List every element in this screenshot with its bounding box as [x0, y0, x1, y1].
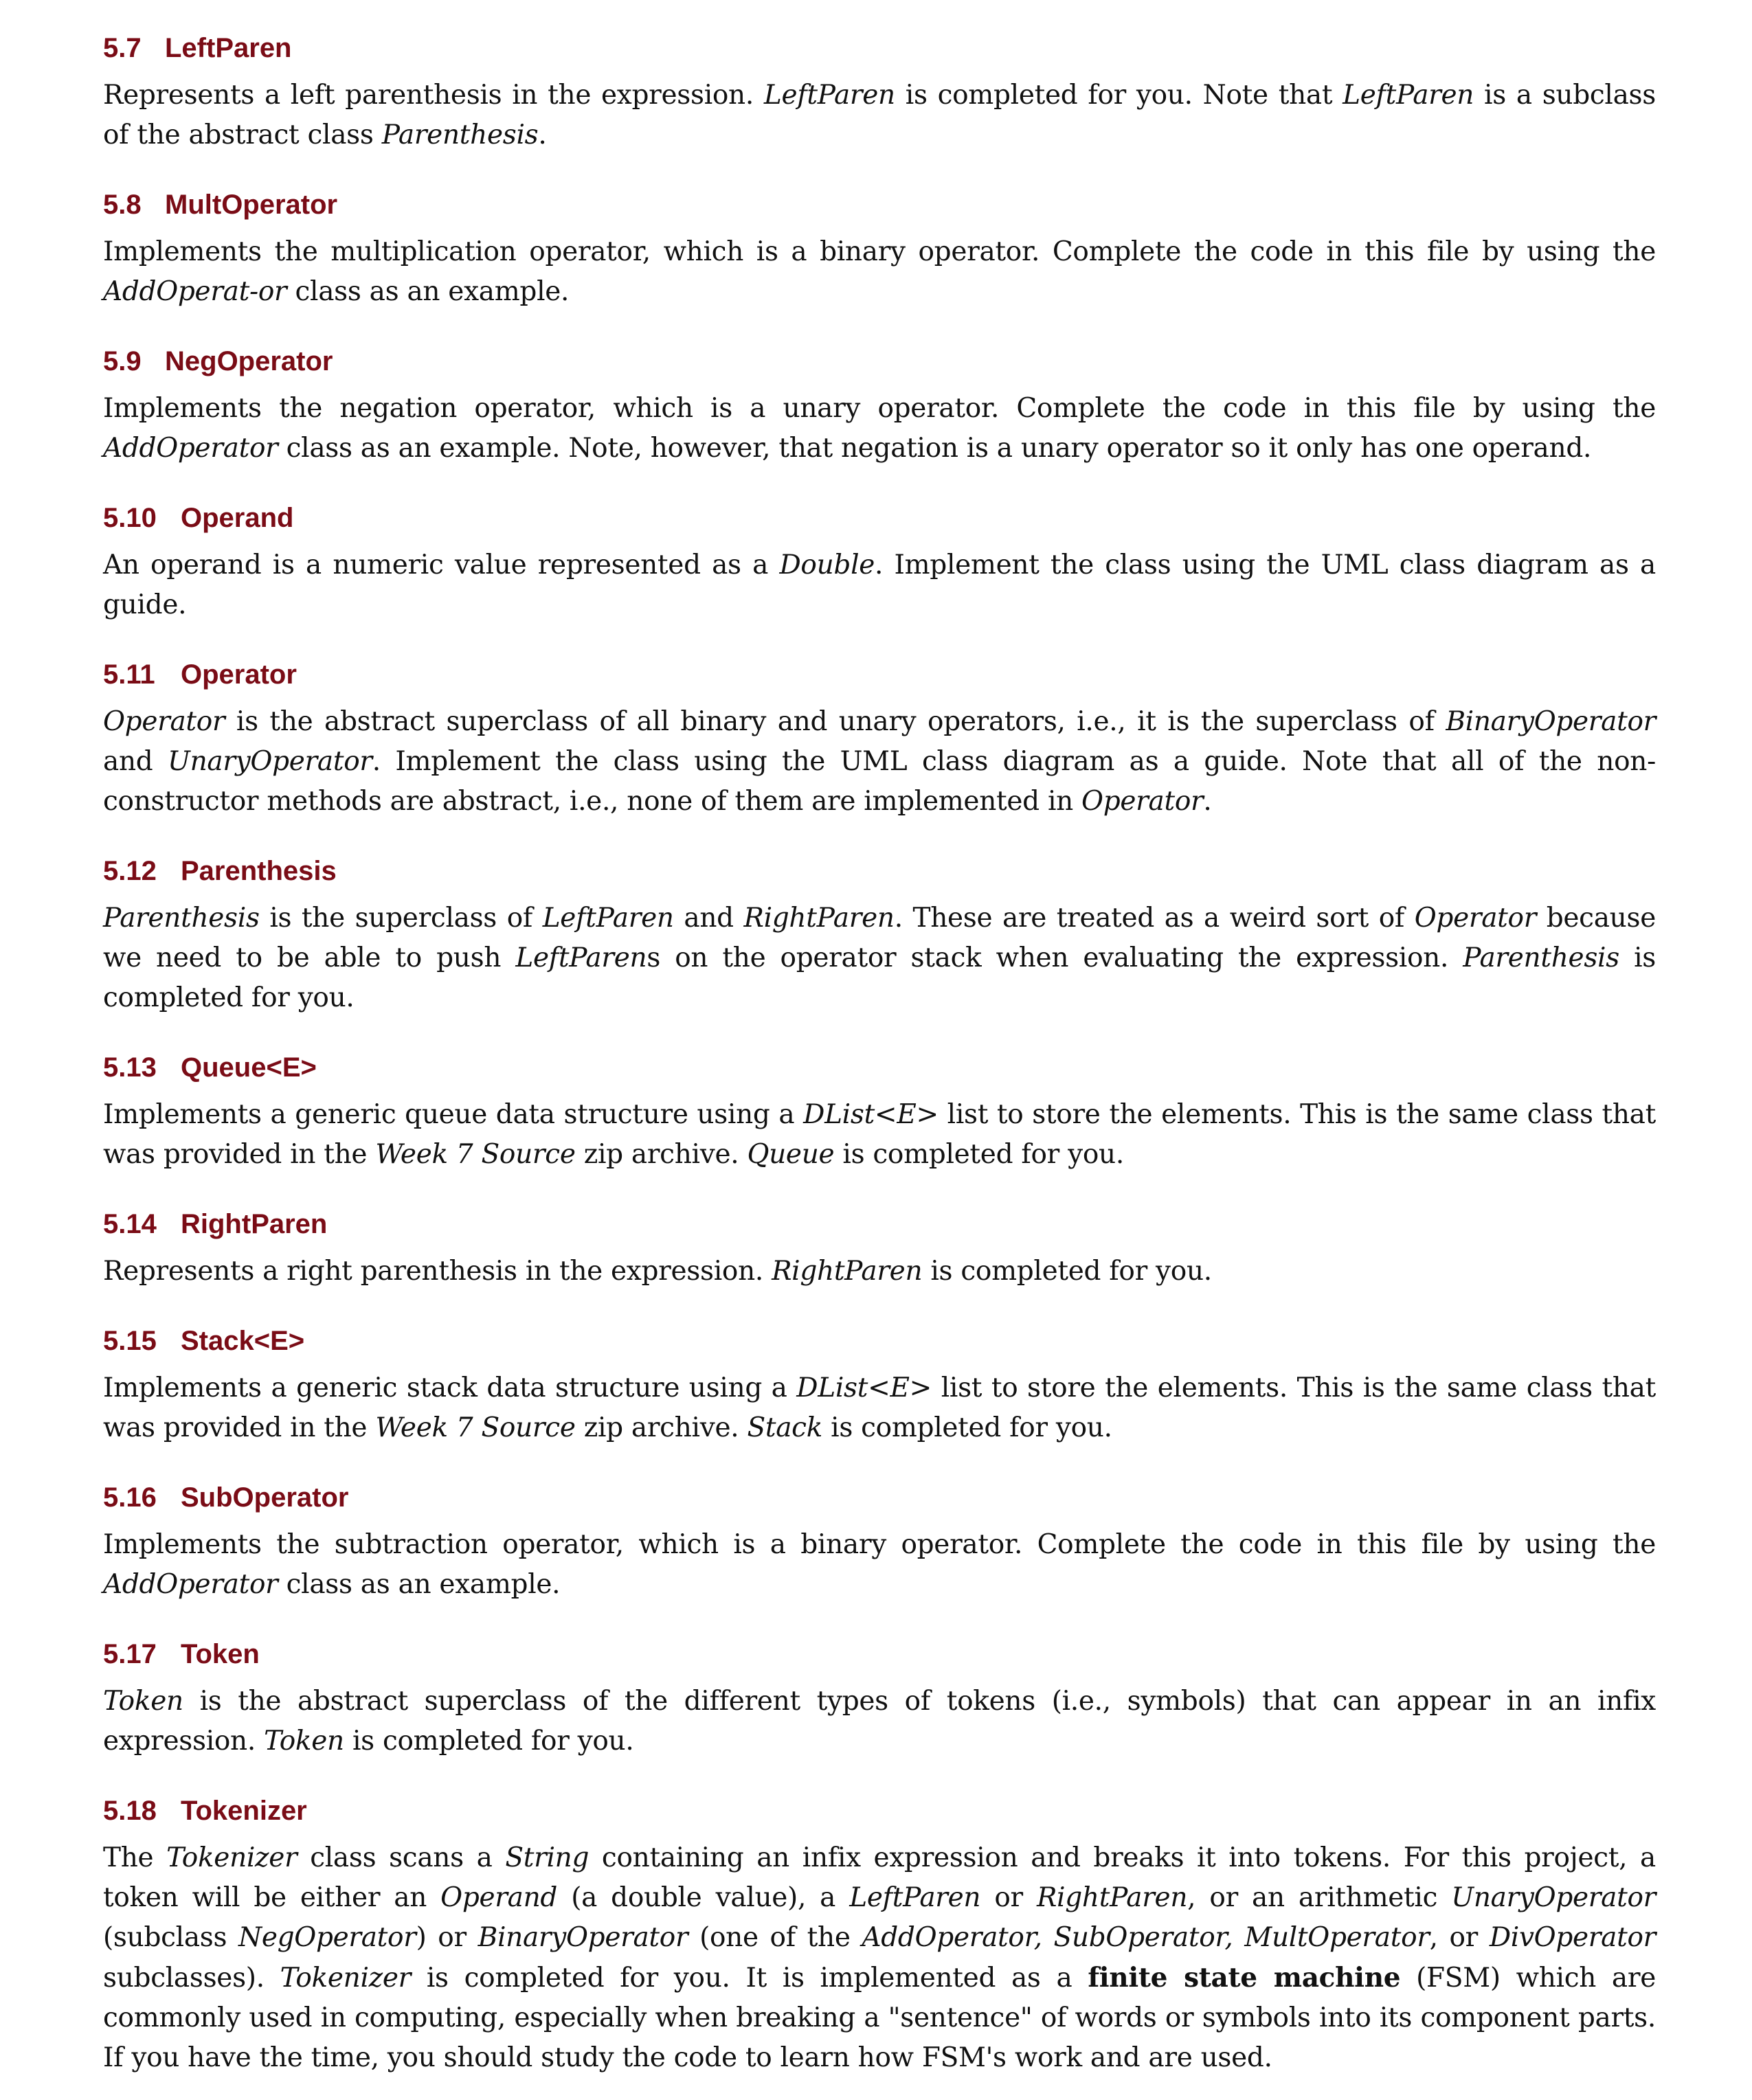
section-body: Operator is the abstract superclass of all binary and unary operators, i.e., it is the superclass of BinaryOperator and UnaryOperator. Implement the class using the UML class diagram as a guide. Note that all of the non-constructor methods are abstract, i.e., none of them are implemented in Operator. [103, 706, 1656, 817]
section-heading [103, 1470, 1656, 1525]
section-body: Parenthesis is the superclass of LeftParen and RightParen. These are treated as a weird sort of Operator because we need to be able to push LeftParens on the operator stack when evaluating the expression. Parenthesis is completed for you. [103, 903, 1656, 1013]
section-title: Stack<E> [181, 1326, 305, 1356]
section-title: MultOperator [165, 190, 338, 220]
section-title: RightParen [181, 1209, 328, 1239]
section-number: 5.12 [103, 856, 157, 886]
section-5-16 [103, 1470, 1656, 1605]
section-5-15 [103, 1313, 1656, 1448]
section-5-10 [103, 490, 1656, 625]
section-heading [103, 1197, 1656, 1252]
section-body: Implements the subtraction operator, which is a binary operator. Complete the code in this file by using the AddOperator class as an example. [103, 1529, 1656, 1600]
section-5-12 [103, 844, 1656, 1018]
section-body: The Tokenizer class scans a String containing an infix expression and breaks it into tokens. For this project, a token will be either an Operand (a double value), a LeftParen or RightParen, or an arithmetic UnaryOperator (subclass NegOperator) or BinaryOperator (one of the AddOperator, SubOperator, MultOperator, or DivOperator subclasses). Tokenizer is completed for you. It is implemented as a finite state machine (FSM) which are commonly used in computing, especially when breaking a "sentence" of words or symbols into its component parts. If you have the time, you should study the code to learn how FSM's work and are used. [103, 1842, 1656, 2073]
section-title: Queue<E> [181, 1052, 317, 1083]
section-number: 5.11 [103, 659, 155, 690]
section-heading [103, 1627, 1656, 1682]
section-title: Tokenizer [181, 1796, 307, 1826]
section-5-9 [103, 334, 1656, 468]
section-number: 5.17 [103, 1639, 157, 1669]
section-title: NegOperator [165, 346, 333, 376]
section-5-13 [103, 1040, 1656, 1175]
section-heading [103, 334, 1656, 389]
section-number: 5.13 [103, 1052, 157, 1083]
section-title: LeftParen [165, 33, 292, 63]
section-number: 5.8 [103, 190, 142, 220]
section-body: Represents a right parenthesis in the expression. RightParen is completed for you. [103, 1256, 1212, 1287]
section-number: 5.7 [103, 33, 142, 63]
section-heading [103, 490, 1656, 545]
section-heading [103, 1313, 1656, 1368]
section-5-7 [103, 21, 1656, 155]
section-title: Operator [181, 659, 297, 690]
section-body: An operand is a numeric value represented as a Double. Implement the class using the UML class diagram as a guide. [103, 550, 1656, 620]
section-number: 5.14 [103, 1209, 157, 1239]
section-5-18 [103, 1783, 1656, 2078]
document-page [103, 21, 1656, 2100]
section-heading [103, 647, 1656, 702]
section-title: Token [181, 1639, 260, 1669]
section-body: Implements a generic queue data structure using a DList<E> list to store the elements. This is the same class that was provided in the Week 7 Source zip archive. Queue is completed for you. [103, 1099, 1656, 1170]
section-heading [103, 1040, 1656, 1095]
section-5-14 [103, 1197, 1656, 1291]
section-number: 5.15 [103, 1326, 157, 1356]
section-body: Represents a left parenthesis in the expression. LeftParen is completed for you. Note that LeftParen is a subclass of the abstract class Parenthesis. [103, 80, 1656, 150]
section-heading [103, 844, 1656, 899]
section-5-11 [103, 647, 1656, 822]
section-heading [103, 177, 1656, 232]
section-heading [103, 21, 1656, 76]
section-body: Implements the negation operator, which is a unary operator. Complete the code in this file by using the AddOperator class as an example. Note, however, that negation is a unary operator so it only has one operand. [103, 393, 1656, 464]
section-body: Implements a generic stack data structure using a DList<E> list to store the elements. This is the same class that was provided in the Week 7 Source zip archive. Stack is completed for you. [103, 1373, 1656, 1443]
section-5-17 [103, 1627, 1656, 1761]
section-title: Parenthesis [181, 856, 337, 886]
section-heading [103, 1783, 1656, 1838]
section-5-8 [103, 177, 1656, 312]
section-number: 5.18 [103, 1796, 157, 1826]
section-title: Operand [181, 503, 294, 533]
section-number: 5.10 [103, 503, 157, 533]
section-body: Token is the abstract superclass of the different types of tokens (i.e., symbols) that can appear in an infix expression. Token is completed for you. [103, 1686, 1656, 1757]
section-title: SubOperator [181, 1482, 349, 1513]
section-number: 5.16 [103, 1482, 157, 1513]
section-body: Implements the multiplication operator, which is a binary operator. Complete the code in this file by using the AddOperat-or class as an example. [103, 236, 1656, 307]
section-number: 5.9 [103, 346, 142, 376]
